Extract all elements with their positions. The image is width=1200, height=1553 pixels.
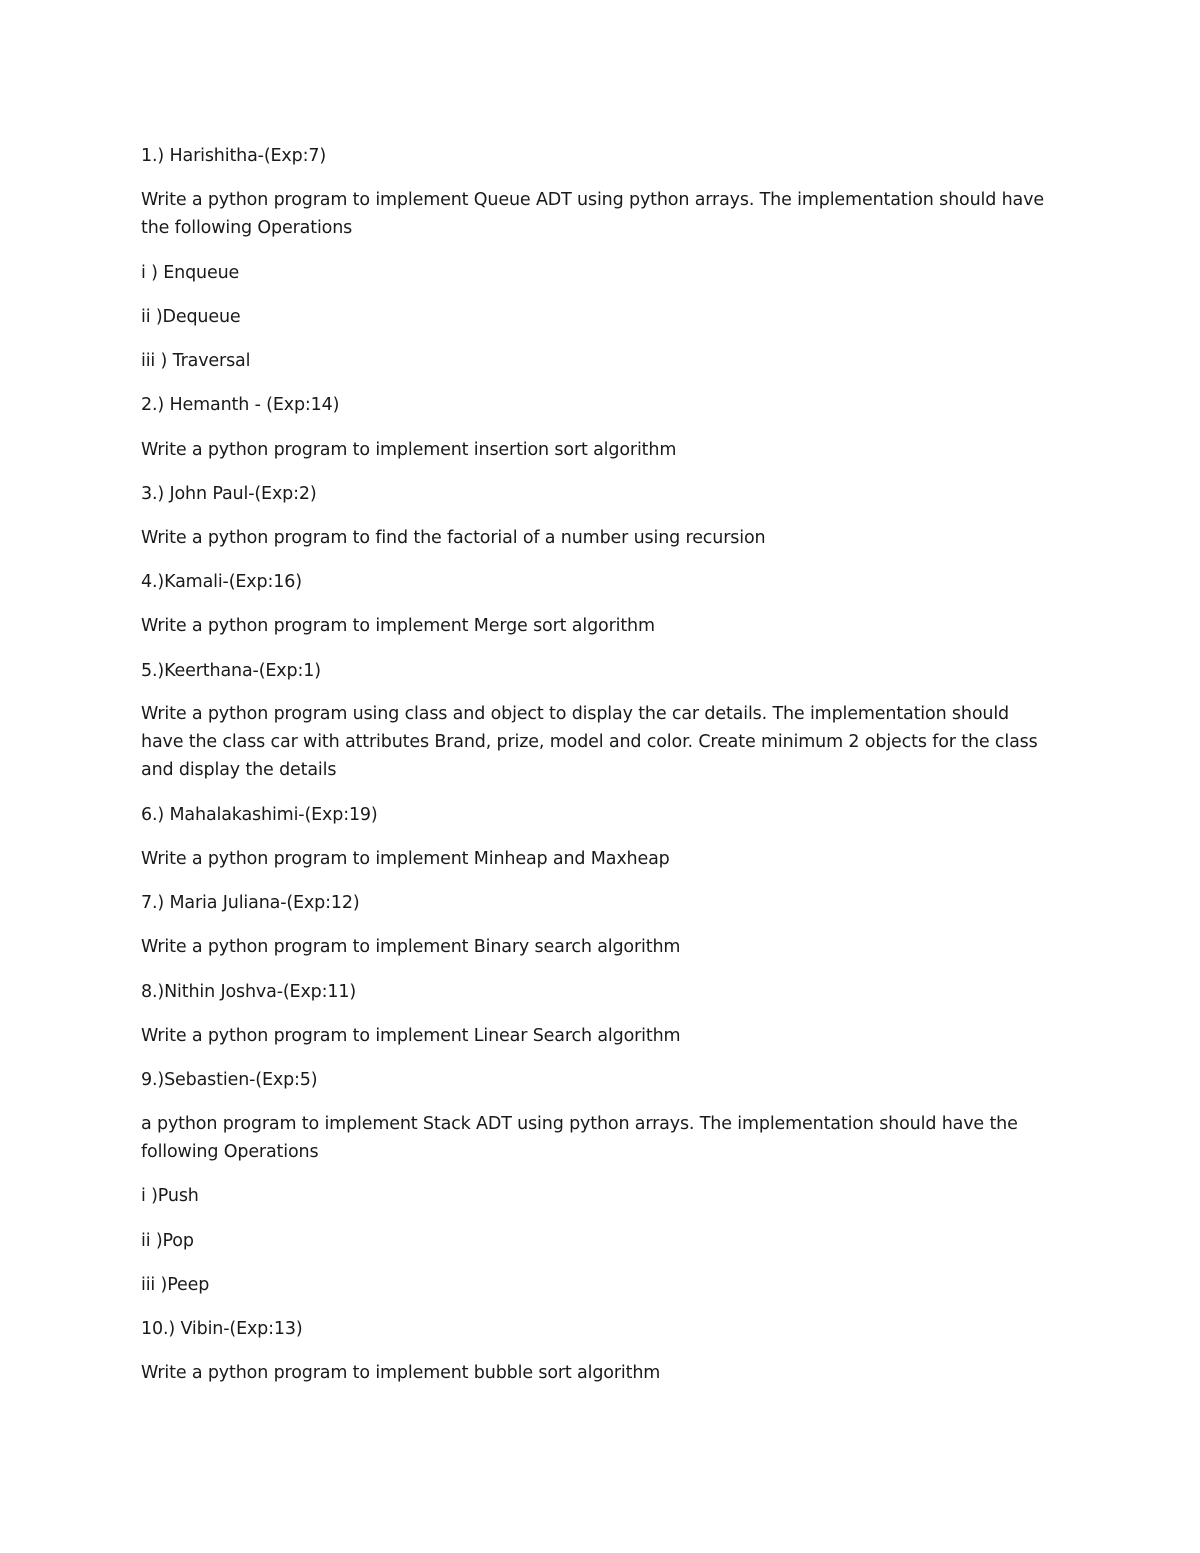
entry-3-heading: 3.) John Paul-(Exp:2) <box>141 484 317 504</box>
entry-10-heading: 10.) Vibin-(Exp:13) <box>141 1319 303 1339</box>
entry-9-task-line-1: a python program to implement Stack ADT using python arrays. The implementation should have the <box>141 1114 1018 1134</box>
entry-8-heading: 8.)Nithin Joshva-(Exp:11) <box>141 982 357 1002</box>
entry-1-task-line-2: the following Operations <box>141 218 353 238</box>
entry-5-task-line-3: and display the details <box>141 760 337 780</box>
entry-5-heading: 5.)Keerthana-(Exp:1) <box>141 661 321 681</box>
entry-2-task: Write a python program to implement insertion sort algorithm <box>141 440 677 460</box>
entry-8-task: Write a python program to implement Linear Search algorithm <box>141 1026 681 1046</box>
entry-2-heading: 2.) Hemanth - (Exp:14) <box>141 395 340 415</box>
entry-9-operation-3: iii )Peep <box>141 1275 210 1295</box>
entry-7-heading: 7.) Maria Juliana-(Exp:12) <box>141 893 360 913</box>
entry-1-task-line-1: Write a python program to implement Queue ADT using python arrays. The implementation should have <box>141 190 1044 210</box>
entry-1-operation-2: ii )Dequeue <box>141 307 241 327</box>
entry-1-operation-3: iii ) Traversal <box>141 351 251 371</box>
entry-6-heading: 6.) Mahalakashimi-(Exp:19) <box>141 805 378 825</box>
entry-9-task-line-2: following Operations <box>141 1142 319 1162</box>
entry-1-operation-1: i ) Enqueue <box>141 263 240 283</box>
entry-7-task: Write a python program to implement Binary search algorithm <box>141 937 681 957</box>
entry-4-task: Write a python program to implement Merge sort algorithm <box>141 616 655 636</box>
entry-9-operation-2: ii )Pop <box>141 1231 194 1251</box>
entry-3-task: Write a python program to find the factorial of a number using recursion <box>141 528 766 548</box>
entry-9-operation-1: i )Push <box>141 1186 199 1206</box>
entry-5-task-line-1: Write a python program using class and object to display the car details. The implementation should <box>141 704 1010 724</box>
entry-6-task: Write a python program to implement Minheap and Maxheap <box>141 849 670 869</box>
entry-5-task-line-2: have the class car with attributes Brand, prize, model and color. Create minimum 2 objects for the class <box>141 732 1038 752</box>
entry-4-heading: 4.)Kamali-(Exp:16) <box>141 572 302 592</box>
entry-1-heading: 1.) Harishitha-(Exp:7) <box>141 146 326 166</box>
entry-10-task: Write a python program to implement bubble sort algorithm <box>141 1363 661 1383</box>
entry-9-heading: 9.)Sebastien-(Exp:5) <box>141 1070 318 1090</box>
